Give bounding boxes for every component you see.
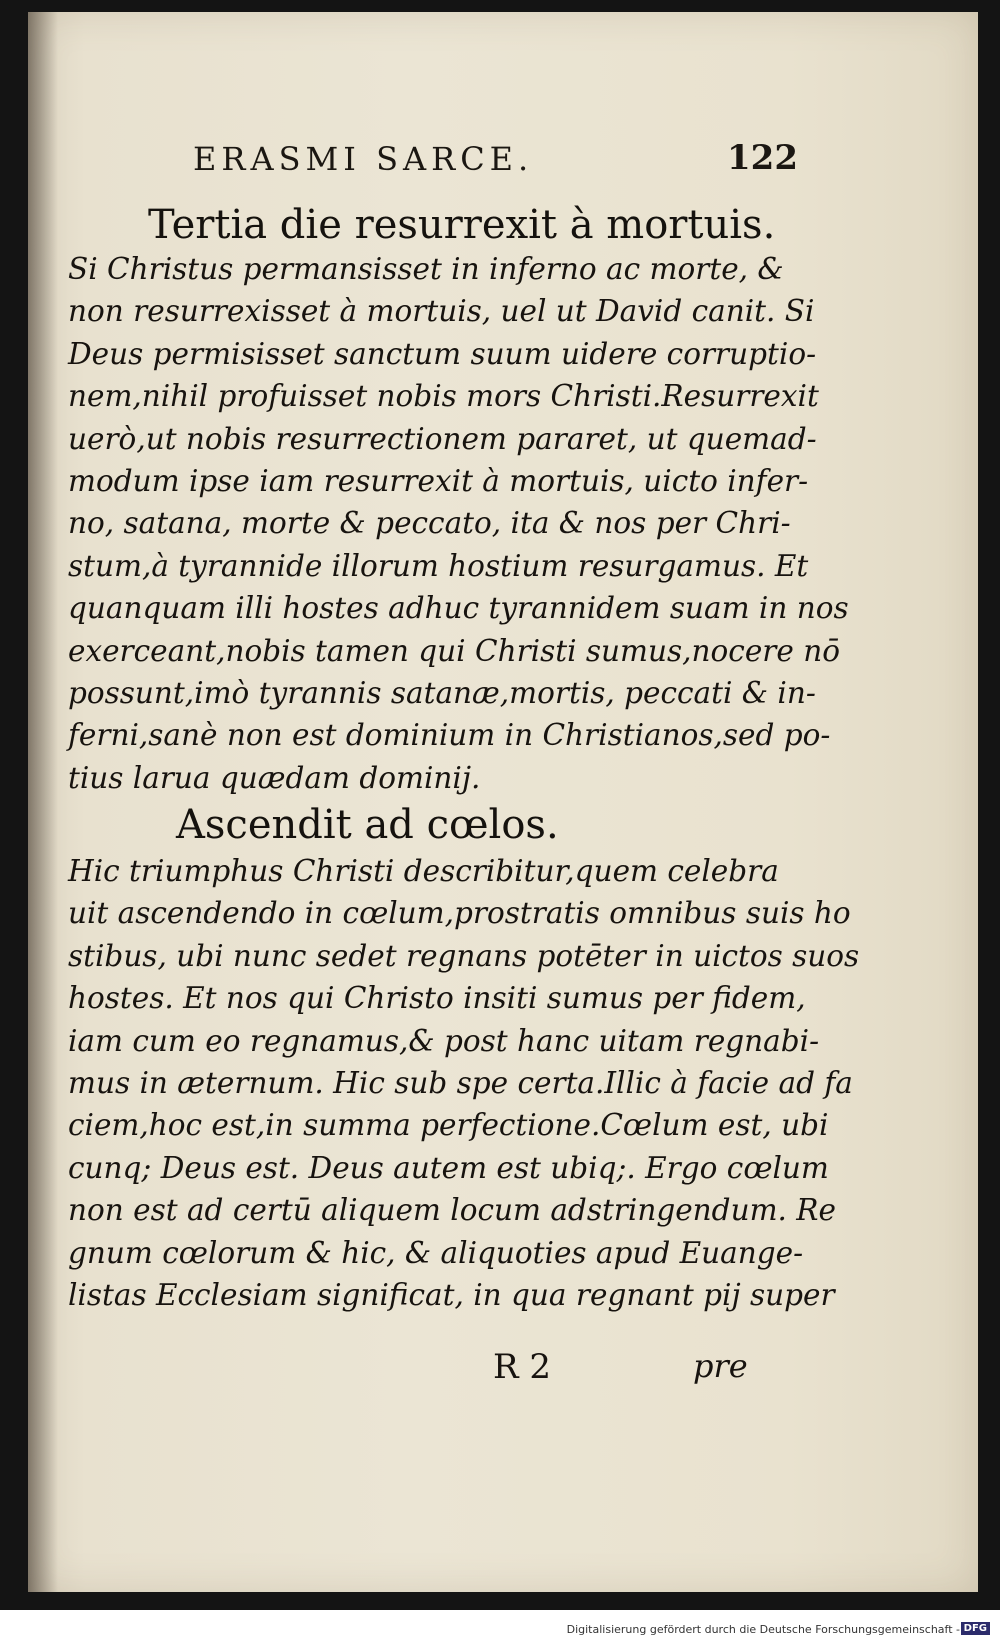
page-header xyxy=(193,134,798,184)
page-footer xyxy=(28,1347,808,1397)
text-line: stum,à tyrannide illorum hostium resurgamus. Et xyxy=(68,548,809,583)
text-line: Hic triumphus Christi describitur,quem celebra xyxy=(68,854,779,888)
text-line: Deus permisisset sanctum suum uidere corruptio- xyxy=(68,336,817,371)
text-line: gnum cœlorum & hic, & aliquoties apud Euange- xyxy=(68,1235,804,1270)
text-line: hostes. Et nos qui Christo insiti sumus per fidem, xyxy=(68,981,806,1016)
section-heading-resurrection: Tertia die resurrexit à mortuis. xyxy=(148,202,776,248)
text-line: ciem,hoc est,in summa perfectione.Cœlum est, ubi xyxy=(68,1108,829,1143)
book-page xyxy=(28,12,978,1592)
section-heading-ascension: Ascendit ad cœlos. xyxy=(176,802,559,848)
text-line: mus in æternum. Hic sub spe certa.Illic à facie ad fa xyxy=(68,1065,853,1100)
text-line: stibus, ubi nunc sedet regnans potēter in uictos suos xyxy=(68,938,860,973)
text-line: iam cum eo regnamus,& post hanc uitam regnabi- xyxy=(68,1023,820,1058)
text-line: exerceant,nobis tamen qui Christi sumus,nocere nō xyxy=(68,633,840,668)
text-line: uit ascendendo in cœlum,prostratis omnibus suis ho xyxy=(68,896,851,931)
paragraph-ascension xyxy=(68,850,860,1316)
text-line: Si Christus permansisset in inferno ac morte, & xyxy=(68,252,784,286)
text-line: nem,nihil profuisset nobis mors Christi.Resurrexit xyxy=(68,379,819,414)
text-line: modum ipse iam resurrexit à mortuis, uicto infer- xyxy=(68,463,809,498)
text-line: cunq; Deus est. Deus autem est ubiq;. Ergo cœlum xyxy=(68,1150,829,1185)
text-line: uerò,ut nobis resurrectionem pararet, ut quemad- xyxy=(68,421,817,456)
dfg-logo: DFG xyxy=(961,1622,990,1635)
running-title: ERASMI SARCE. xyxy=(193,140,534,178)
text-line: non est ad certū aliquem locum adstringendum. Re xyxy=(68,1193,836,1228)
paragraph-resurrection xyxy=(68,248,849,799)
folio-number: 122 xyxy=(727,138,798,178)
text-line: non resurrexisset à mortuis, uel ut David canit. Si xyxy=(68,294,815,329)
credit-bar xyxy=(0,1620,1000,1641)
catchword: pre xyxy=(693,1347,748,1385)
text-line: ferni,sanè non est dominium in Christianos,sed po- xyxy=(68,718,831,753)
text-line: listas Ecclesiam significat, in qua regnant pij super xyxy=(68,1277,835,1312)
signature-mark: R 2 xyxy=(493,1347,552,1387)
credit-text: Digitalisierung gefördert durch die Deutsche Forschungsgemeinschaft - xyxy=(566,1623,960,1636)
text-line: tius larua quædam dominij. xyxy=(68,760,481,795)
text-line: no, satana, morte & peccato, ita & nos per Chri- xyxy=(68,506,791,541)
text-line: quanquam illi hostes adhuc tyrannidem suam in nos xyxy=(68,591,849,626)
text-line: possunt,imò tyrannis satanæ,mortis, peccati & in- xyxy=(68,675,816,710)
